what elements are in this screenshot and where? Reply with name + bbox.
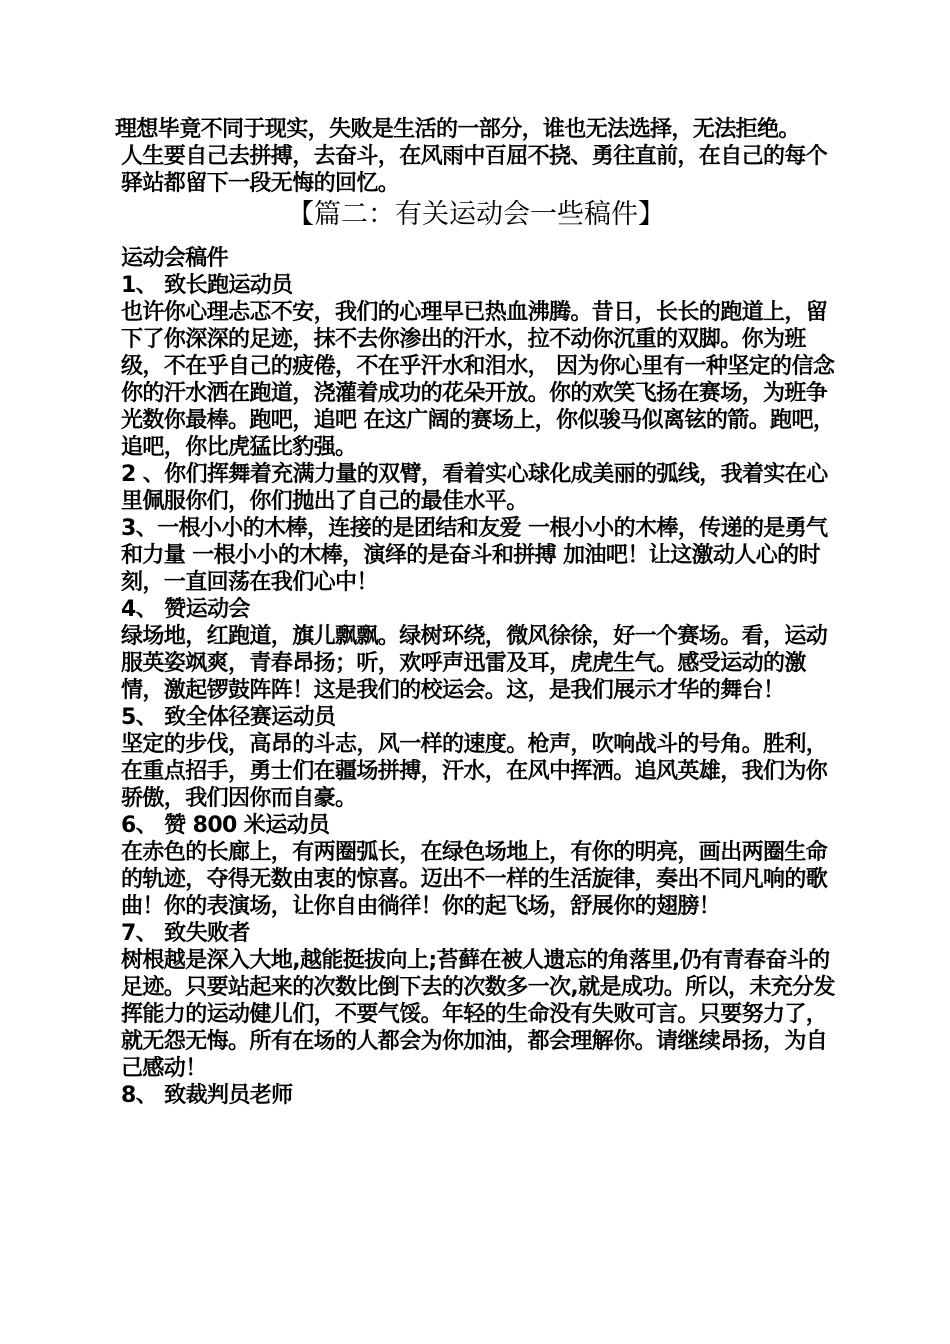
item-7-body: 树根越是深入大地,越能挺拔向上;苔藓在被人遗忘的角落里,仍有青春奋斗的足迹。只要站起来的次数比倒下去的次数多一次,就是成功。所以，未充分发挥能力的运动健儿们，不要气馁。年轻的生命没有失败可言。只要努力了，就无怨无悔。所有在场的人都会为你加油，都会理解你。请继续昂扬，为自己感动！ <box>121 948 835 1081</box>
item-6-heading: 6、 赞 800 米运动员 <box>121 813 330 838</box>
item-4-body: 绿场地，红跑道，旗儿飘飘。绿树环绕，微风徐徐，好一个赛场。看，运动服英姿飒爽，青春昂扬；听，欢呼声迅雷及耳，虎虎生气。感受运动的激情，激起锣鼓阵阵！这是我们的校运会。这，是我们展示才华的舞台！ <box>121 624 828 703</box>
intro-paragraph-2: 人生要自己去拼搏，去奋斗，在风雨中百屈不挠、勇往直前，在自己的每个驿站都留下一段无悔的回忆。 <box>121 144 828 196</box>
section-title: 【篇二：有关运动会一些稿件】 <box>287 199 665 230</box>
item-6-body: 在赤色的长廊上，有两圈弧长，在绿色场地上，有你的明亮，画出两圈生命的轨迹，夺得无数由衷的惊喜。迈出不一样的生活旋律，奏出不同凡响的歌曲！你的表演场，让你自由徜徉！你的起飞场，舒展你的翅膀！ <box>121 840 828 919</box>
item-3-body: 3、一根小小的木棒，连接的是团结和友爱 一根小小的木棒，传递的是勇气和力量 一根小小的木棒，演绎的是奋斗和拼搏 加油吧！让这激动人心的时刻，一直回荡在我们心中！ <box>121 516 828 595</box>
item-7-heading: 7、 致失败者 <box>121 921 250 946</box>
item-1-heading: 1、 致长跑运动员 <box>121 273 293 298</box>
document-page <box>115 116 837 1109</box>
item-2-body: 2 、你们挥舞着充满力量的双臂，看着实心球化成美丽的弧线，我着实在心里佩服你们，你们抛出了自己的最佳水平。 <box>121 462 828 514</box>
item-1-body: 也许你心理忐忑不安，我们的心理早已热血沸腾。昔日，长长的跑道上，留下了你深深的足迹，抹不去你渗出的汗水，拉不动你沉重的双脚。你为班级，不在乎自己的疲倦，不在乎汗水和泪水， 因为你心里有一种坚定的信念你的汗水洒在跑道，浇灌着成功的花朵开放。你的欢笑飞扬在赛场，为班争光数你最棒。跑吧，追吧 在这广阔的赛场上，你似骏马似离铉的箭。跑吧，追吧，你比虎猛比豹强。 <box>121 300 835 460</box>
item-8-heading: 8、 致裁判员老师 <box>121 1083 293 1108</box>
item-5-heading: 5、 致全体径赛运动员 <box>121 705 336 730</box>
item-4-heading: 4、 赞运动会 <box>121 597 250 622</box>
item-5-body: 坚定的步伐，高昂的斗志，风一样的速度。枪声，吹响战斗的号角。胜利，在重点招手，勇士们在疆场拼搏，汗水，在风中挥洒。追风英雄，我们为你骄傲，我们因你而自豪。 <box>121 732 828 811</box>
document-title: 运动会稿件 <box>121 246 229 271</box>
intro-paragraph-1: 理想毕竟不同于现实，失败是生活的一部分，谁也无法选择，无法拒绝。 <box>115 117 800 142</box>
